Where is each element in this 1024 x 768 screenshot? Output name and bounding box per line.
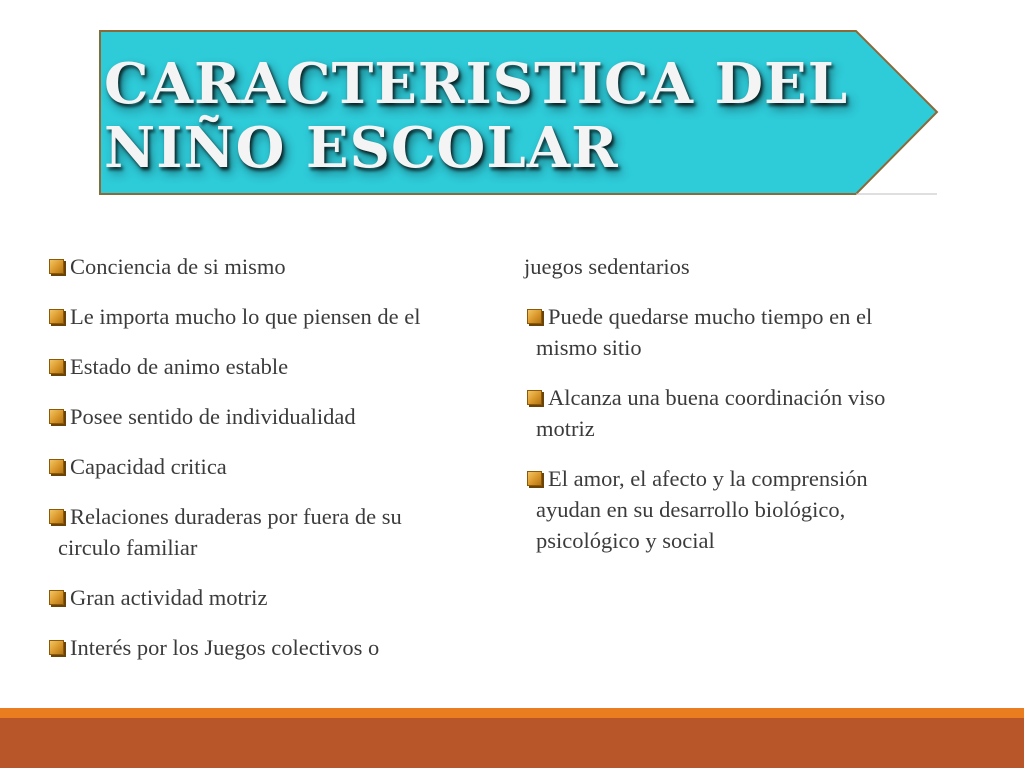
- list-item-text: Gran actividad motriz: [70, 585, 268, 610]
- list-item-text-continued: mismo sitio: [536, 335, 642, 360]
- checkbox-bullet-icon: [49, 509, 64, 524]
- checkbox-bullet-icon: [49, 359, 64, 374]
- list-item-continuation: [524, 251, 964, 282]
- list-item-text-continued: motriz: [536, 416, 595, 441]
- list-item-text-continued: ayudan en su desarrollo biológico,: [536, 497, 846, 522]
- checkbox-bullet-icon: [527, 309, 542, 324]
- list-item-text: Interés por los Juegos colectivos o: [70, 635, 380, 660]
- right-bullet-list: [524, 251, 964, 575]
- checkbox-bullet-icon: [49, 640, 64, 655]
- list-item: [46, 451, 516, 482]
- checkbox-bullet-icon: [527, 471, 542, 486]
- checkbox-bullet-icon: [49, 259, 64, 274]
- checkbox-bullet-icon: [527, 390, 542, 405]
- list-item-text: Le importa mucho lo que piensen de el: [70, 304, 421, 329]
- list-item: [524, 382, 964, 444]
- list-item: [46, 582, 516, 613]
- list-item: [46, 301, 516, 332]
- checkbox-bullet-icon: [49, 590, 64, 605]
- list-item: [524, 301, 964, 363]
- list-item-text: Relaciones duraderas por fuera de su: [70, 504, 402, 529]
- checkbox-bullet-icon: [49, 459, 64, 474]
- list-item: [46, 401, 516, 432]
- list-item: [46, 251, 516, 282]
- list-item-text: juegos sedentarios: [524, 254, 690, 279]
- left-bullet-list: [46, 251, 516, 682]
- list-item-text-continued: psicológico y social: [536, 528, 715, 553]
- title-line-2: NIÑO ESCOLAR: [104, 115, 619, 181]
- list-item-text: Conciencia de si mismo: [70, 254, 286, 279]
- list-item: [46, 632, 516, 663]
- list-item-text-continued: circulo familiar: [58, 535, 198, 560]
- list-item-text: Alcanza una buena coordinación viso: [548, 385, 886, 410]
- list-item: [46, 351, 516, 382]
- list-item-text: Capacidad critica: [70, 454, 227, 479]
- list-item-text: El amor, el afecto y la comprensión: [548, 466, 868, 491]
- checkbox-bullet-icon: [49, 409, 64, 424]
- title-line-1: CARACTERISTICA DEL: [104, 51, 849, 117]
- footer-accent-line: [0, 708, 1024, 718]
- list-item-text: Estado de animo estable: [70, 354, 289, 379]
- list-item-text: Puede quedarse mucho tiempo en el: [548, 304, 873, 329]
- slide-title: [104, 52, 864, 180]
- footer-bar: [0, 718, 1024, 768]
- list-item: [46, 501, 516, 563]
- checkbox-bullet-icon: [49, 309, 64, 324]
- list-item: [524, 463, 964, 556]
- list-item-text: Posee sentido de individualidad: [70, 404, 356, 429]
